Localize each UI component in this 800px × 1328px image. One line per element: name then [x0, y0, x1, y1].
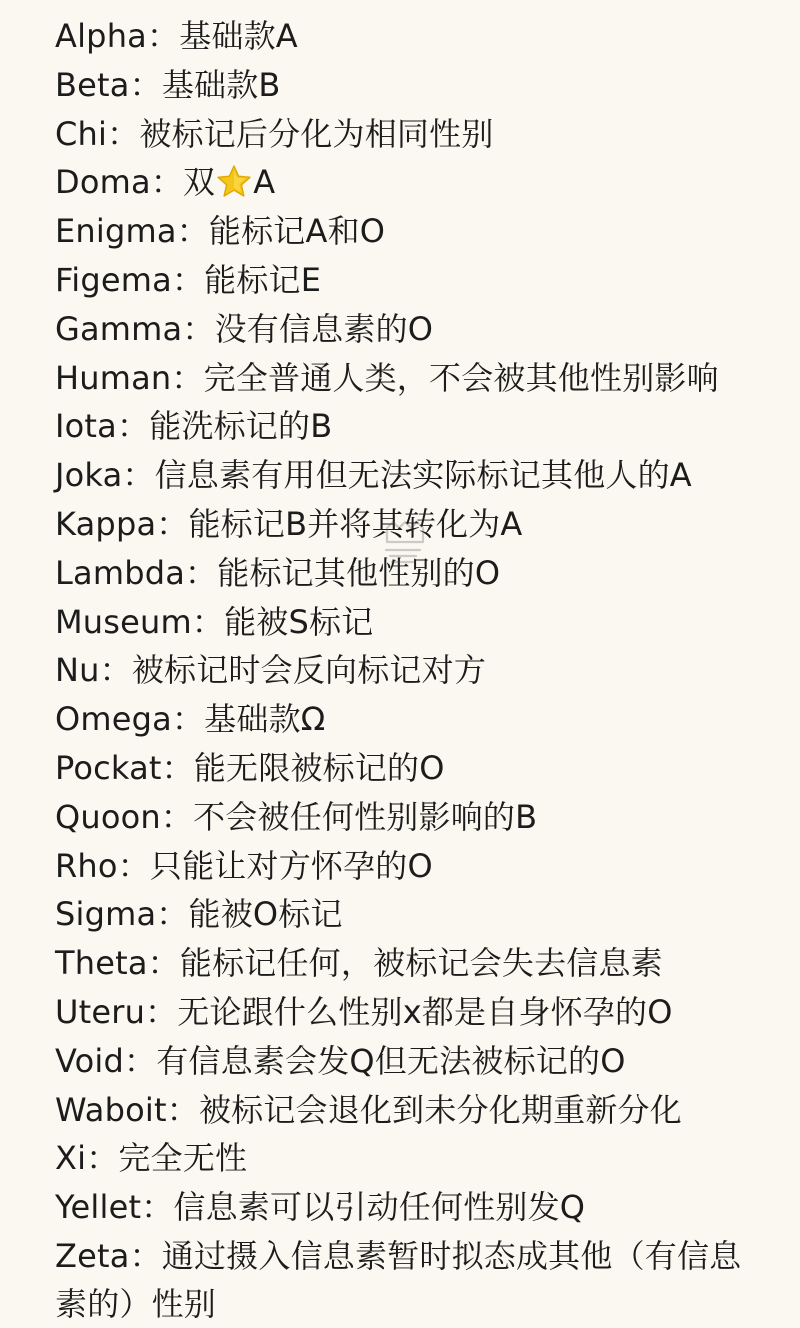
entry-name: Figema — [55, 260, 172, 299]
entry-desc-after: A — [253, 163, 276, 202]
entry-name: Zeta — [55, 1236, 130, 1275]
entry-desc-before: 双 — [183, 163, 216, 202]
entry-name: Alpha — [55, 17, 147, 55]
entry-desc: 被标记时会反向标记对方 — [131, 651, 487, 690]
entry-name: Void — [55, 1041, 124, 1080]
gender-list — [55, 12, 765, 1328]
entry-name: Museum — [55, 602, 192, 641]
entry-desc: 能无限被标记的O — [193, 748, 445, 787]
entry-name: Rho — [55, 846, 118, 885]
entry-desc: 基础款A — [179, 17, 298, 55]
entry-desc: 有信息素会发Q但无法被标记的O — [156, 1041, 626, 1080]
list-item-iota — [55, 402, 765, 451]
entry-separator: ： — [147, 944, 180, 983]
entry-separator: ： — [182, 309, 215, 348]
entry-separator: ： — [176, 212, 209, 251]
entry-name: Kappa — [55, 504, 157, 543]
list-item-void — [55, 1037, 765, 1086]
list-item-rho — [55, 842, 765, 891]
entry-desc: 能被O标记 — [188, 895, 343, 934]
entry-name: Uteru — [55, 992, 146, 1031]
entry-name: Pockat — [55, 748, 162, 787]
entry-name: Enigma — [55, 212, 177, 251]
list-item-xi — [55, 1134, 765, 1183]
entry-desc: 能标记任何，被标记会失去信息素 — [179, 944, 663, 983]
list-item-doma — [55, 158, 765, 207]
entry-name: Sigma — [55, 895, 157, 934]
entry-separator: ： — [116, 407, 150, 446]
entry-separator: ： — [107, 114, 140, 153]
list-item-pockat — [55, 744, 765, 793]
entry-separator: ： — [122, 456, 155, 495]
entry-desc: 能被S标记 — [224, 602, 374, 641]
entry-name: Quoon — [55, 797, 161, 836]
entry-desc: 没有信息素的O — [214, 309, 434, 348]
entry-desc: 能标记E — [204, 260, 322, 299]
list-item-nu — [55, 646, 765, 695]
entry-separator: ： — [129, 65, 162, 104]
entry-desc: 基础款Ω — [204, 700, 326, 739]
entry-separator: ： — [160, 797, 194, 836]
list-item-uteru — [55, 988, 765, 1037]
entry-separator: ： — [166, 1090, 199, 1129]
entry-separator: ： — [191, 602, 225, 641]
entry-separator: ： — [150, 163, 184, 202]
entry-desc: 完全无性 — [118, 1139, 248, 1178]
entry-desc: 只能让对方怀孕的O — [149, 846, 433, 885]
list-item-sigma — [55, 890, 765, 939]
entry-separator: ： — [99, 651, 132, 690]
entry-name: Chi — [55, 114, 108, 153]
entry-name: Lambda — [55, 553, 186, 592]
list-item-chi — [55, 110, 765, 159]
list-item-quoon — [55, 793, 765, 842]
entry-name: Nu — [55, 651, 100, 690]
entry-separator: ： — [129, 1236, 162, 1275]
list-item-beta — [55, 61, 765, 110]
entry-separator: ： — [117, 846, 150, 885]
entry-name: Gamma — [55, 309, 183, 348]
entry-desc: 能标记其他性别的O — [217, 553, 501, 592]
list-item-human — [55, 354, 765, 403]
list-item-waboit — [55, 1086, 765, 1135]
star-icon — [216, 165, 252, 197]
entry-separator: ： — [185, 553, 218, 592]
entry-name: Yellet — [55, 1188, 142, 1227]
entry-separator: ： — [86, 1139, 119, 1178]
list-item-alpha — [55, 12, 765, 61]
entry-separator: ： — [171, 260, 205, 299]
entry-separator: ： — [156, 895, 189, 934]
entry-desc: 能洗标记的B — [149, 407, 333, 446]
entry-separator: ： — [146, 17, 180, 55]
entry-desc: 被标记后分化为相同性别 — [139, 114, 494, 153]
entry-name: Xi — [55, 1139, 87, 1178]
entry-desc: 信息素可以引动任何性别发Q — [173, 1188, 586, 1227]
entry-desc: 信息素有用但无法实际标记其他人的A — [154, 456, 692, 495]
entry-desc: 能标记B并将其转化为A — [188, 504, 523, 543]
entry-separator: ： — [171, 700, 205, 739]
entry-separator: ： — [124, 1041, 157, 1080]
entry-name: Theta — [55, 944, 148, 983]
entry-name: Beta — [55, 65, 130, 104]
list-item-figema — [55, 256, 765, 305]
list-item-museum — [55, 598, 765, 647]
entry-desc: 无论跟什么性别x都是自身怀孕的O — [177, 992, 673, 1031]
entry-separator: ： — [141, 1188, 174, 1227]
entry-separator: ： — [161, 748, 194, 787]
entry-separator: ： — [145, 992, 178, 1031]
entry-separator: ： — [171, 358, 204, 397]
entry-desc: 能标记A和O — [208, 212, 386, 251]
entry-name: Joka — [55, 456, 123, 495]
entry-name: Human — [55, 358, 172, 397]
list-item-kappa — [55, 500, 765, 549]
list-item-joka — [55, 451, 765, 500]
list-item-omega — [55, 695, 765, 744]
list-item-enigma — [55, 207, 765, 256]
entry-name: Iota — [55, 407, 117, 446]
entry-desc: 完全普通人类，不会被其他性别影响 — [203, 358, 719, 397]
entry-name: Waboit — [55, 1090, 167, 1129]
entry-desc: 通过摄入信息素暂时拟态成其他（有信息素的）性别 — [55, 1236, 742, 1323]
entry-separator: ： — [156, 504, 189, 543]
list-item-zeta — [55, 1232, 765, 1328]
entry-name: Omega — [55, 700, 172, 739]
entry-name: Doma — [55, 163, 151, 202]
list-item-gamma — [55, 305, 765, 354]
list-item-lambda — [55, 549, 765, 598]
entry-desc: 基础款B — [161, 65, 281, 104]
entry-desc: 被标记会退化到未分化期重新分化 — [198, 1090, 682, 1129]
list-item-yellet — [55, 1183, 765, 1232]
entry-desc: 不会被任何性别影响的B — [193, 797, 538, 836]
list-item-theta — [55, 939, 765, 988]
